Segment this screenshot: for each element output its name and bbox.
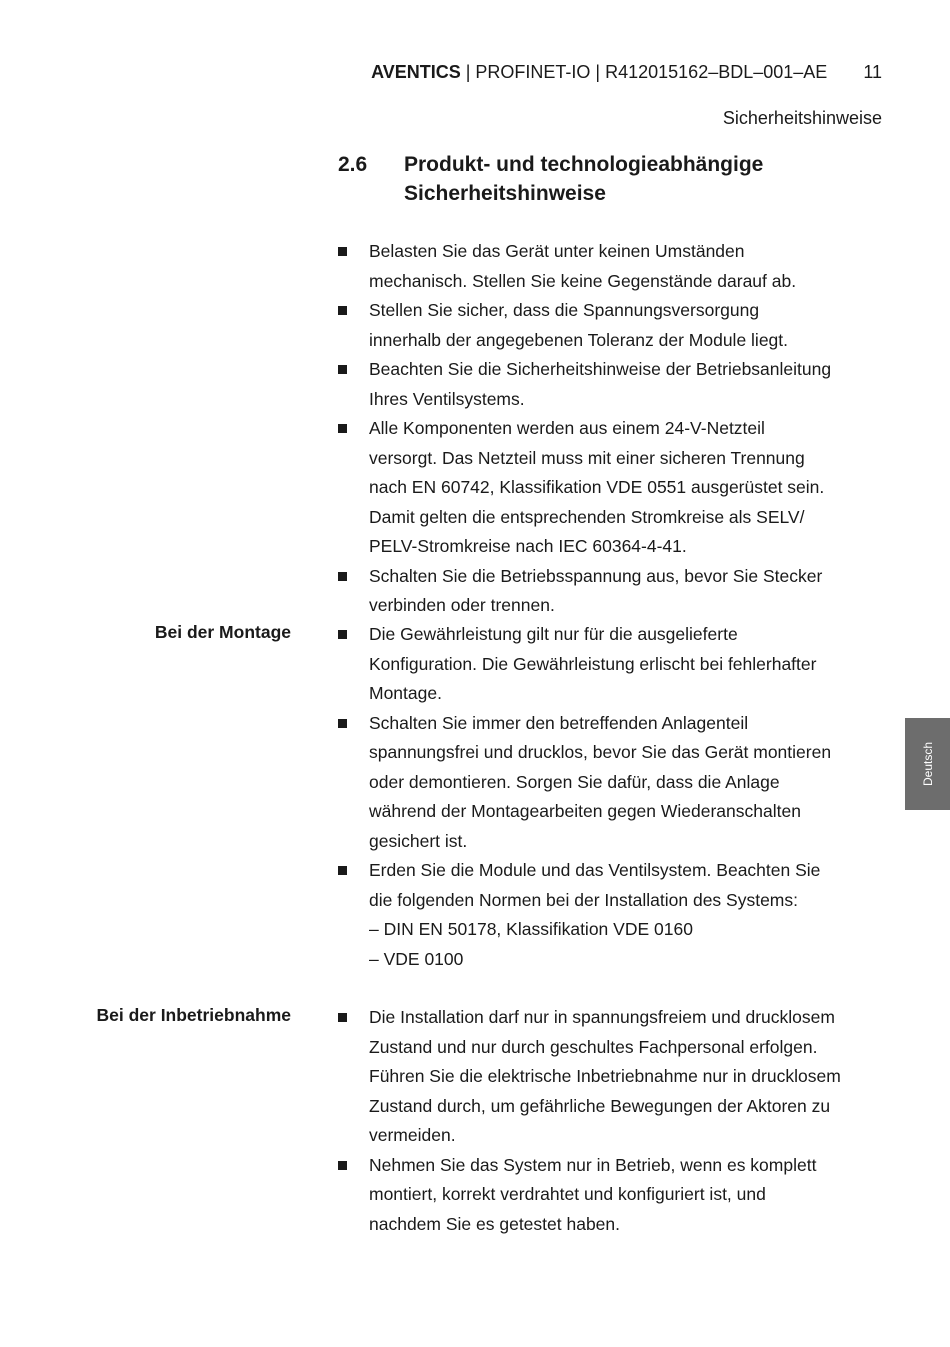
list-item <box>338 1003 898 1151</box>
language-tab-label: Deutsch <box>920 741 935 787</box>
section-title-line1: Produkt- und technologieabhängige <box>404 153 764 176</box>
list-item <box>338 237 898 296</box>
bullet-square-icon <box>338 424 347 433</box>
list-item-text: Die Installation darf nur in spannungsfreiem und drucklosem Zustand und nur durch geschultes Fachpersonal erfolgen. Führen Sie die elektrische Inbetriebnahme nur in drucklosem Zustand durch, um gefährliche Bewegungen der Aktoren zu vermeiden. <box>369 1007 841 1145</box>
bullet-square-icon <box>338 247 347 256</box>
list-item <box>338 296 898 355</box>
page-number: 11 <box>863 62 882 82</box>
general-safety-list <box>338 237 898 621</box>
bullet-square-icon <box>338 365 347 374</box>
running-section-title: Sicherheitshinweise <box>722 108 882 128</box>
bullet-square-icon <box>338 719 347 728</box>
list-item-text: Alle Komponenten werden aus einem 24-V-Netzteil versorgt. Das Netzteil muss mit einer sicheren Trennung nach EN 60742, Klassifikation VDE 0551 ausgerüstet sein. Damit gelten die entsprechenden Stromkreise als SELV/ PELV-Stromkreise nach IEC 60364-4-41. <box>369 418 825 556</box>
list-item <box>338 620 898 709</box>
list-item-text: Stellen Sie sicher, dass die Spannungsversorgung innerhalb der angegebenen Toleranz der Module liegt. <box>369 300 789 350</box>
montage-label: Bei der Montage <box>154 622 291 642</box>
list-item <box>338 1151 898 1240</box>
bullet-square-icon <box>338 630 347 639</box>
list-item <box>338 856 898 974</box>
list-item <box>338 355 898 414</box>
list-item <box>338 709 898 857</box>
list-item-text: Schalten Sie die Betriebsspannung aus, bevor Sie Stecker verbinden oder trennen. <box>369 565 823 615</box>
inbetriebnahme-list <box>338 1003 898 1239</box>
brand-name: AVENTICS <box>371 62 461 82</box>
section-number: 2.6 <box>338 153 368 176</box>
list-item <box>338 562 898 621</box>
bullet-square-icon <box>338 1013 347 1022</box>
document-info: | PROFINET-IO | R412015162–BDL–001–AE <box>460 62 828 82</box>
bullet-square-icon <box>338 1161 347 1170</box>
inbetriebnahme-label: Bei der Inbetriebnahme <box>96 1005 291 1025</box>
bullet-square-icon <box>338 306 347 315</box>
page-header <box>0 62 882 83</box>
montage-list <box>338 620 898 974</box>
section-title-line2: Sicherheitshinweise <box>404 182 606 205</box>
bullet-square-icon <box>338 572 347 581</box>
list-item <box>338 414 898 562</box>
list-item-text: Nehmen Sie das System nur in Betrieb, wenn es komplett montiert, korrekt verdrahtet und konfiguriert ist, und nachdem Sie es getestet haben. <box>369 1154 817 1234</box>
list-item-text: Schalten Sie immer den betreffenden Anlagenteil spannungsfrei und drucklos, bevor Sie das Gerät montieren oder demontieren. Sorgen Sie dafür, dass die Anlage während der Montagearbeiten gegen Wiederanschalten gesichert ist. <box>369 712 832 851</box>
language-tab <box>905 718 950 810</box>
section-heading <box>338 150 898 208</box>
list-item-text: Die Gewährleistung gilt nur für die ausgelieferte Konfiguration. Die Gewährleistung erlischt bei fehlerhafter Montage. <box>369 624 817 703</box>
list-item-text: Belasten Sie das Gerät unter keinen Umständen mechanisch. Stellen Sie keine Gegenstände darauf ab. <box>369 241 797 291</box>
list-item-text: Beachten Sie die Sicherheitshinweise der Betriebsanleitung Ihres Ventilsystems. <box>369 359 832 409</box>
bullet-square-icon <box>338 866 347 875</box>
list-item-text: Erden Sie die Module und das Ventilsystem. Beachten Sie die folgenden Normen bei der Installation des Systems: – DIN EN 50178, Klassifikation VDE 0160 – VDE 0100 <box>369 860 821 969</box>
